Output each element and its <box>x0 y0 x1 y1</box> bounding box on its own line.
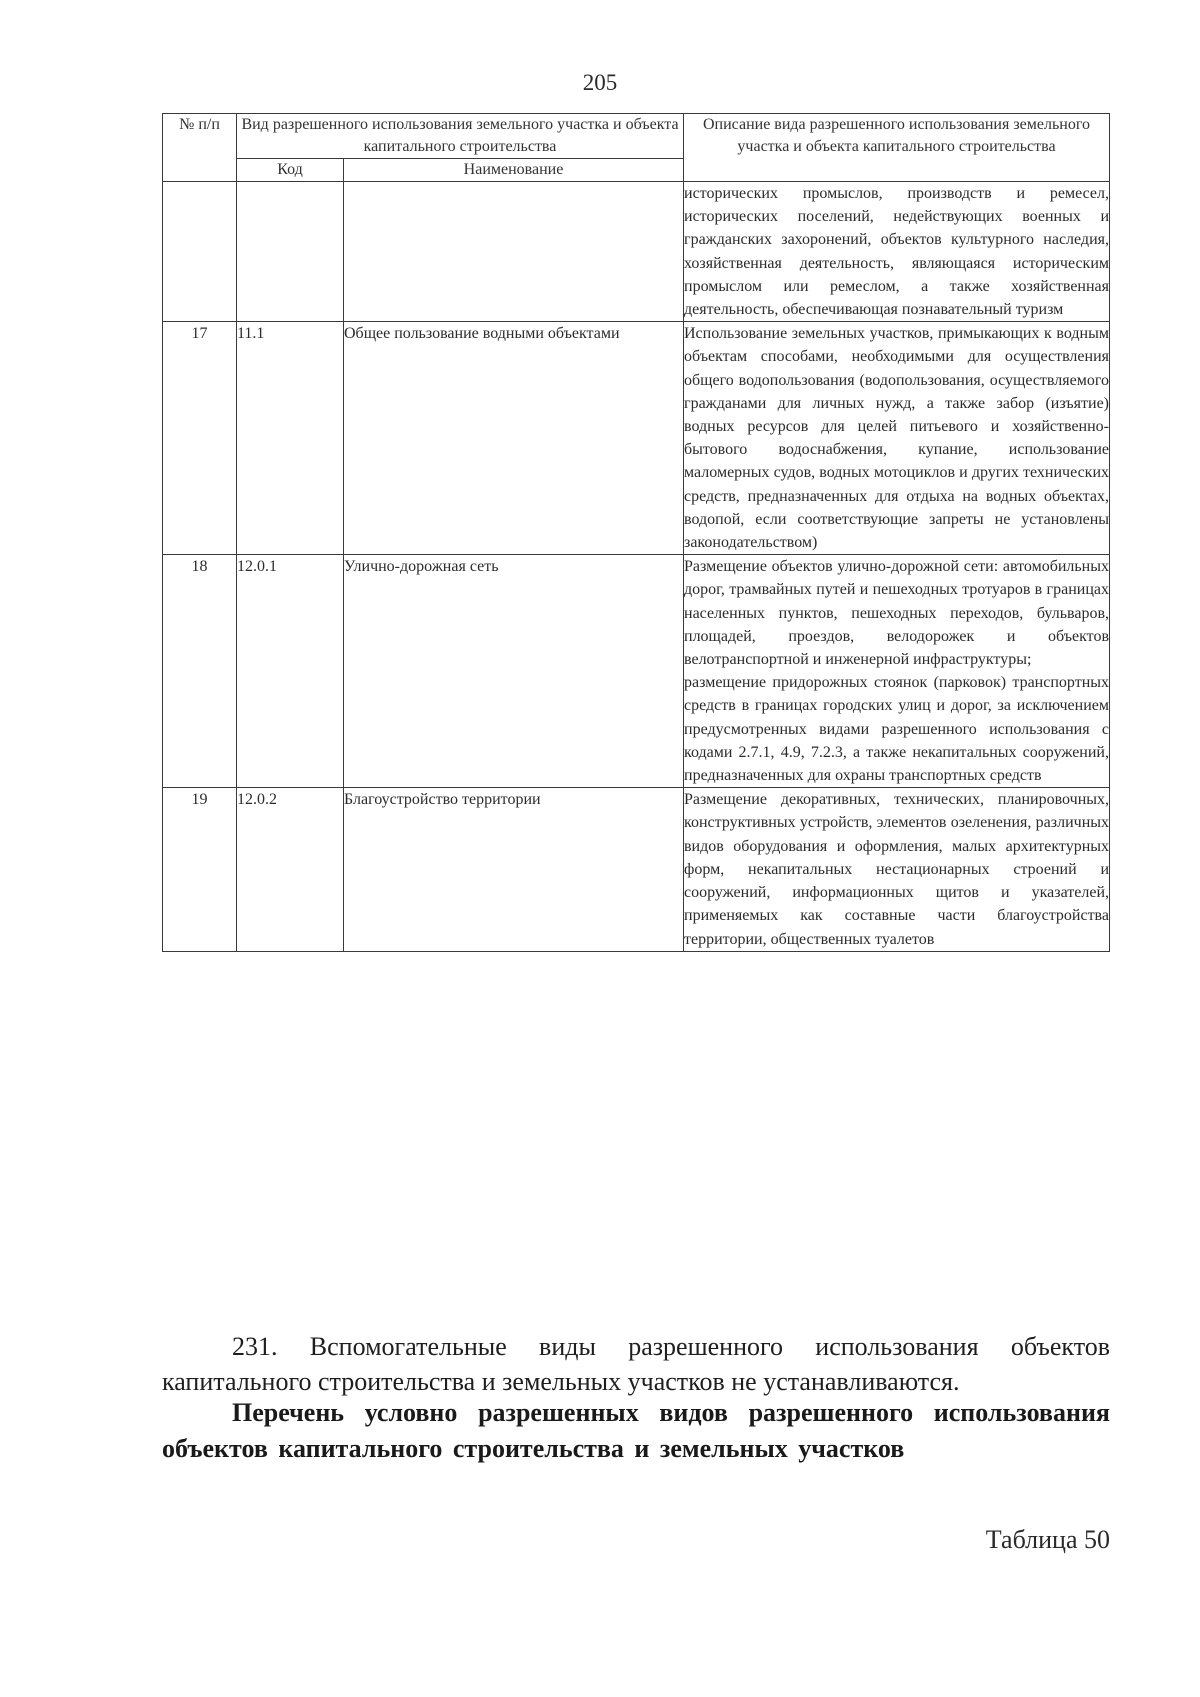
table-row <box>163 788 1110 951</box>
row-description <box>684 555 1110 788</box>
row-code <box>237 182 344 322</box>
header-description: Описание вида разрешенного использования земельного участка и объекта капитального строительства <box>684 114 1110 182</box>
row-code: 11.1 <box>237 322 344 555</box>
row-name <box>344 182 684 322</box>
row-name: Улично-дорожная сеть <box>344 555 684 788</box>
land-use-table <box>162 113 1110 952</box>
row-description-part-2: размещение придорожных стоянок (парковок) транспортных средств в границах городских улиц и дорог, за исключением предусмотренных видами разрешенного использования с кодами 2.7.1, 4.9, 7.2.3, а также некапитальных сооружений, предназначенных для охраны транспортных средств <box>684 674 1109 785</box>
header-num: № п/п <box>163 114 237 182</box>
section-heading: Перечень условно разрешенных видов разрешенного использования объектов капитального строительства и земельных участков <box>162 1398 1110 1463</box>
row-description: Использование земельных участков, примыкающих к водным объектам способами, необходимыми для осуществления общего водопользования (водопользования, осуществляемого гражданами для личных нужд, а также забор (изъятие) водных ресурсов для целей питьевого и хозяйственно-бытового водоснабжения, купание, использование маломерных судов, водных мотоциклов и других технических средств, предназначенных для отдыха на водных объектах, водопой, если соответствующие запреты не установлены законодательством) <box>684 322 1110 555</box>
row-name: Благоустройство территории <box>344 788 684 951</box>
page-number: 205 <box>582 70 618 95</box>
table-row <box>163 322 1110 555</box>
table-row <box>163 555 1110 788</box>
row-num: 18 <box>163 555 237 788</box>
header-name: Наименование <box>344 159 684 182</box>
row-code: 12.0.2 <box>237 788 344 951</box>
table-row <box>163 182 1110 322</box>
row-code: 12.0.1 <box>237 555 344 788</box>
row-name: Общее пользование водными объектами <box>344 322 684 555</box>
row-num: 19 <box>163 788 237 951</box>
row-description-part-1: Размещение объектов улично-дорожной сети: автомобильных дорог, трамвайных путей и пешеходных тротуаров в границах населенных пунктов, пешеходных переходов, бульваров, площадей, проездов, велодорожек и объектов велотранспортной и инженерной инфраструктуры; <box>684 558 1109 669</box>
header-code: Код <box>237 159 344 182</box>
row-num: 17 <box>163 322 237 555</box>
row-num <box>163 182 237 322</box>
table-header-row <box>163 114 1110 159</box>
row-description: исторических промыслов, производств и ремесел, исторических поселений, недействующих военных и гражданских захоронений, объектов культурного наследия, хозяйственная деятельность, являющаяся историческим промыслом или ремеслом, а также хозяйственная деятельность, обеспечивающая познавательный туризм <box>684 182 1110 322</box>
table-caption: Таблица 50 <box>985 1525 1110 1554</box>
row-description: Размещение декоративных, технических, планировочных, конструктивных устройств, элементов озеленения, различных видов оборудования и оформления, малых архитектурных форм, некапитальных нестационарных строений и сооружений, информационных щитов и указателей, применяемых как составные части благоустройства территории, общественных туалетов <box>684 788 1110 951</box>
header-group: Вид разрешенного использования земельного участка и объекта капитального строительства <box>237 114 684 159</box>
paragraph-231: 231. Вспомогательные виды разрешенного использования объектов капитального строительства и земельных участков не устанавливаются. <box>162 1332 1110 1396</box>
